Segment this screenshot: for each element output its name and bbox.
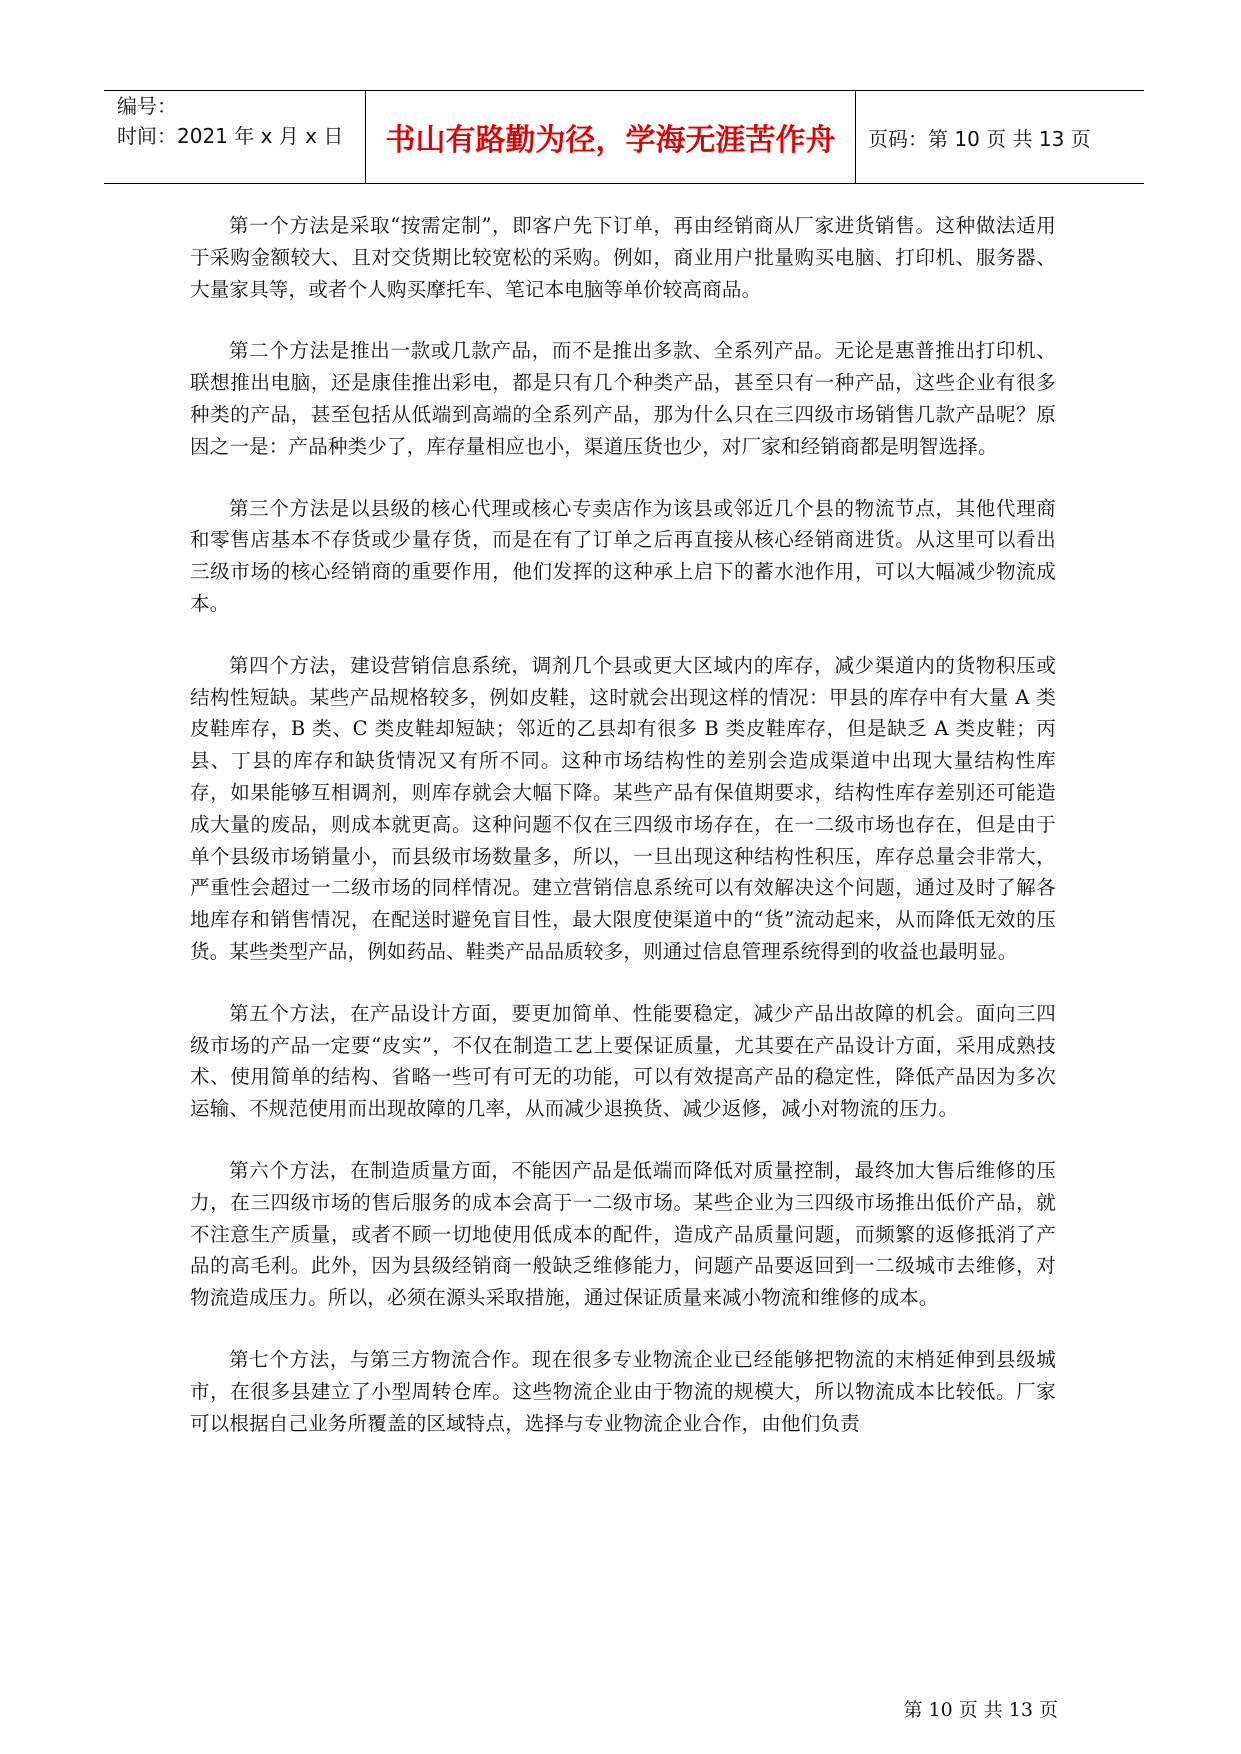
paragraph-method-4: 第四个方法，建设营销信息系统，调剂几个县或更大区域内的库存，减少渠道内的货物积压或结构性短缺。某些产品规格较多，例如皮鞋，这时就会出现这样的情况：甲县的库存中有大量 A 类皮鞋库存，B 类、C 类皮鞋却短缺；邻近的乙县却有很多 B 类皮鞋库存，但是缺乏 A 类皮鞋；丙县、丁县的库存和缺货情况又有所不同。这种市场结构性的差别会造成渠道中出现大量结构性库存，如果能够互相调剂，则库存就会大幅下降。某些产品有保值期要求，结构性库存差别还可能造成大量的废品，则成本就更高。这种问题不仅在三四级市场存在，在一二级市场也存在，但是由于单个县级市场销量小，而县级市场数量多，所以，一旦出现这种结构性积压，库存总量会非常大，严重性会超过一二级市场的同样情况。建立营销信息系统可以有效解决这个问题，通过及时了解各地库存和销售情况，在配送时避免盲目性，最大限度使渠道中的“货”流动起来，从而降低无效的压货。某些类型产品，例如药品、鞋类产品品质较多，则通过信息管理系统得到的收益也最明显。: [190, 653, 1056, 963]
document-number-label: 编号：: [117, 94, 177, 118]
page-footer: 第 10 页 共 13 页: [903, 1699, 1058, 1721]
page-header: [104, 90, 1144, 184]
paragraph-method-1: 第一个方法是采取“按需定制”，即客户先下订单，再由经销商从厂家进货销售。这种做法适用于采购金额较大、且对交货期比较宽松的采购。例如，商业用户批量购买电脑、打印机、服务器、大量家具等，或者个人购买摩托车、笔记本电脑等单价较高商品。: [190, 214, 1056, 301]
paragraph-method-6: 第六个方法，在制造质量方面，不能因产品是低端而降低对质量控制，最终加大售后维修的压力，在三四级市场的售后服务的成本会高于一二级市场。某些企业为三四级市场推出低价产品，就不注意生产质量，或者不顾一切地使用低成本的配件，造成产品质量问题，而频繁的返修抵消了产品的高毛利。此外，因为县级经销商一般缺乏维修能力，问题产品要返回到一二级城市去维修，对物流造成压力。所以，必须在源头采取措施，通过保证质量来减小物流和维修的成本。: [190, 1158, 1056, 1310]
paragraph-method-2: 第二个方法是推出一款或几款产品，而不是推出多款、全系列产品。无论是惠普推出打印机、联想推出电脑，还是康佳推出彩电，都是只有几个种类产品，甚至只有一种产品，这些企业有很多种类的产品，甚至包括从低端到高端的全系列产品，那为什么只在三四级市场销售几款产品呢？原因之一是：产品种类少了，库存量相应也小，渠道压货也少，对厂家和经销商都是明智选择。: [190, 339, 1056, 458]
header-info-cell: [104, 91, 366, 183]
paragraph-method-7: 第七个方法，与第三方物流合作。现在很多专业物流企业已经能够把物流的末梢延伸到县级城市，在很多县建立了小型周转仓库。这些物流企业由于物流的规模大，所以物流成本比较低。厂家可以根据自己业务所覆盖的区域特点，选择与专业物流企业合作，由他们负责: [190, 1347, 1056, 1435]
document-body: [190, 210, 1056, 1469]
header-page-number: 页码：第 10 页 共 13 页: [868, 126, 1091, 151]
header-motto: 书山有路勤为径，学海无涯苦作舟: [366, 91, 856, 183]
paragraph-method-5: 第五个方法，在产品设计方面，要更加简单、性能要稳定，减少产品出故障的机会。面向三四级市场的产品一定要“皮实”，不仅在制造工艺上要保证质量，尤其要在产品设计方面，采用成熟技术、使用简单的结构、省略一些可有可无的功能，可以有效提高产品的稳定性，降低产品因为多次运输、不规范使用而出现故障的几率，从而减少退换货、减少返修，减小对物流的压力。: [190, 1001, 1056, 1121]
document-time-label: 时间：2021 年 x 月 x 日: [117, 124, 344, 148]
paragraph-method-3: 第三个方法是以县级的核心代理或核心专卖店作为该县或邻近几个县的物流节点，其他代理商和零售店基本不存货或少量存货，而是在有了订单之后再直接从核心经销商进货。从这里可以看出三级市场的核心经销商的重要作用，他们发挥的这种承上启下的蓄水池作用，可以大幅减少物流成本。: [190, 496, 1056, 615]
